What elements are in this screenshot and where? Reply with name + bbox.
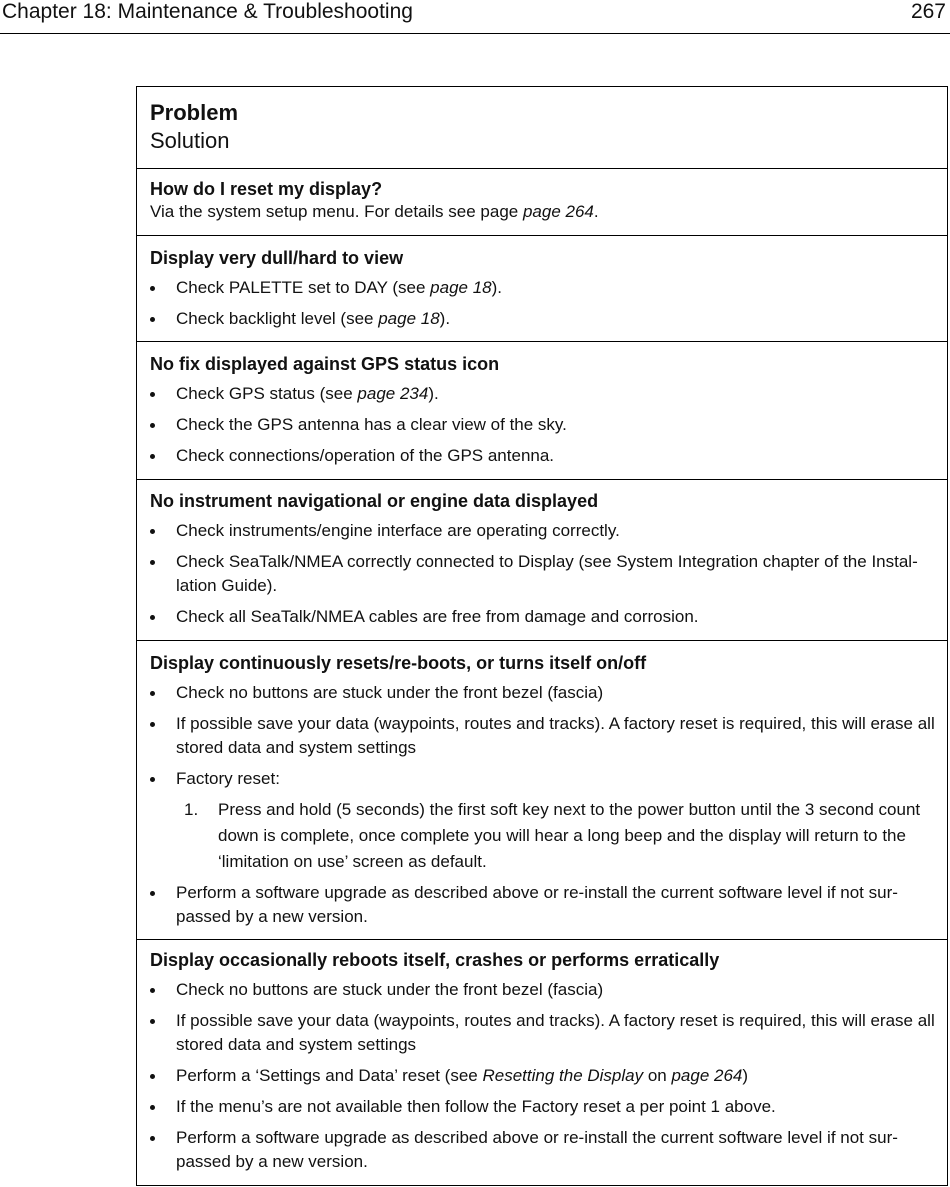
bullet-icon — [150, 454, 155, 459]
bullet-icon — [150, 1074, 155, 1079]
column-heading-problem: Problem — [150, 100, 239, 125]
bullet-icon — [150, 317, 155, 322]
bullet-icon — [150, 691, 155, 696]
list-item: Check the GPS antenna has a clear view of the sky. — [150, 413, 939, 437]
table-row — [137, 169, 947, 236]
problem-title: Display continuously resets/re-boots, or turns itself on/off — [150, 653, 647, 673]
troubleshooting-table — [136, 86, 948, 1186]
solution-list — [150, 382, 939, 468]
bullet-icon — [150, 529, 155, 534]
list-item: If possible save your data (waypoints, routes and tracks). A factory reset is required, this will erase all stored data and system settings — [150, 712, 939, 760]
solution-list — [150, 276, 939, 331]
table-row — [137, 480, 947, 641]
list-item: Check GPS status (see page 234). — [150, 382, 939, 406]
problem-title: Display very dull/hard to view — [150, 248, 404, 268]
chapter-title: Chapter 18: Maintenance & Troubleshooting — [2, 0, 413, 23]
section-link[interactable]: Resetting the Display — [482, 1066, 644, 1085]
solution-list — [150, 881, 939, 929]
column-heading-solution: Solution — [150, 128, 230, 153]
step-number: 1. — [184, 800, 199, 819]
page-link[interactable]: page 264 — [671, 1066, 743, 1085]
table-row — [137, 342, 947, 480]
list-item: Check no buttons are stuck under the front bezel (fascia) — [150, 978, 939, 1002]
bullet-icon — [150, 891, 155, 896]
page-link[interactable]: page 18 — [430, 278, 492, 297]
problem-title: No instrument navigational or engine data displayed — [150, 491, 599, 511]
bullet-icon — [150, 423, 155, 428]
bullet-icon — [150, 560, 155, 565]
bullet-icon — [150, 615, 155, 620]
list-item: Check backlight level (see page 18). — [150, 307, 939, 331]
list-item: Perform a software upgrade as described above or re-install the current software level if not sur-passed by a new version. — [150, 1126, 939, 1174]
list-item: Check no buttons are stuck under the front bezel (fascia) — [150, 681, 939, 705]
problem-title: Display occasionally reboots itself, crashes or performs erratically — [150, 950, 720, 970]
bullet-icon — [150, 1105, 155, 1110]
list-item: Check PALETTE set to DAY (see page 18). — [150, 276, 939, 300]
page-number: 267 — [910, 0, 946, 23]
table-row — [137, 641, 947, 940]
list-item: If the menu’s are not available then follow the Factory reset a per point 1 above. — [150, 1095, 939, 1119]
bullet-icon — [150, 286, 155, 291]
bullet-icon — [150, 392, 155, 397]
bullet-icon — [150, 777, 155, 782]
bullet-icon — [150, 1019, 155, 1024]
list-item: Perform a software upgrade as described above or re-install the current software level if not sur-passed by a new version. — [150, 881, 939, 929]
table-header-row — [137, 87, 947, 169]
list-item: Check connections/operation of the GPS antenna. — [150, 444, 939, 468]
page-header — [0, 0, 950, 34]
solution-text: Via the system setup menu. For details see page page 264. — [150, 202, 599, 221]
solution-list — [150, 978, 939, 1174]
bullet-icon — [150, 988, 155, 993]
bullet-icon — [150, 722, 155, 727]
list-item: Factory reset: — [150, 767, 939, 791]
list-item: Perform a ‘Settings and Data’ reset (see Resetting the Display on page 264) — [150, 1064, 939, 1088]
table-row — [137, 236, 947, 342]
page-link[interactable]: page 264 — [522, 202, 594, 221]
problem-title: How do I reset my display? — [150, 179, 383, 199]
page-link[interactable]: page 18 — [378, 309, 440, 328]
solution-list — [150, 519, 939, 629]
step-text: Press and hold (5 seconds) the first soft key next to the power button until the 3 second count down is complete, once complete you will hear a long beep and the display will return to the ‘limitation on use’ screen as default. — [218, 800, 921, 871]
list-item: If possible save your data (waypoints, routes and tracks). A factory reset is required, this will erase all stored data and system settings — [150, 1009, 939, 1057]
page-link[interactable]: page 234 — [357, 384, 429, 403]
bullet-icon — [150, 1136, 155, 1141]
table-row — [137, 940, 947, 1185]
list-item: Check all SeaTalk/NMEA cables are free from damage and corrosion. — [150, 605, 939, 629]
list-item: Check SeaTalk/NMEA correctly connected to Display (see System Integration chapter of the Instal-lation Guide). — [150, 550, 939, 598]
numbered-step — [150, 797, 939, 875]
problem-title: No fix displayed against GPS status icon — [150, 354, 500, 374]
list-item: Check instruments/engine interface are operating correctly. — [150, 519, 939, 543]
solution-list — [150, 681, 939, 791]
